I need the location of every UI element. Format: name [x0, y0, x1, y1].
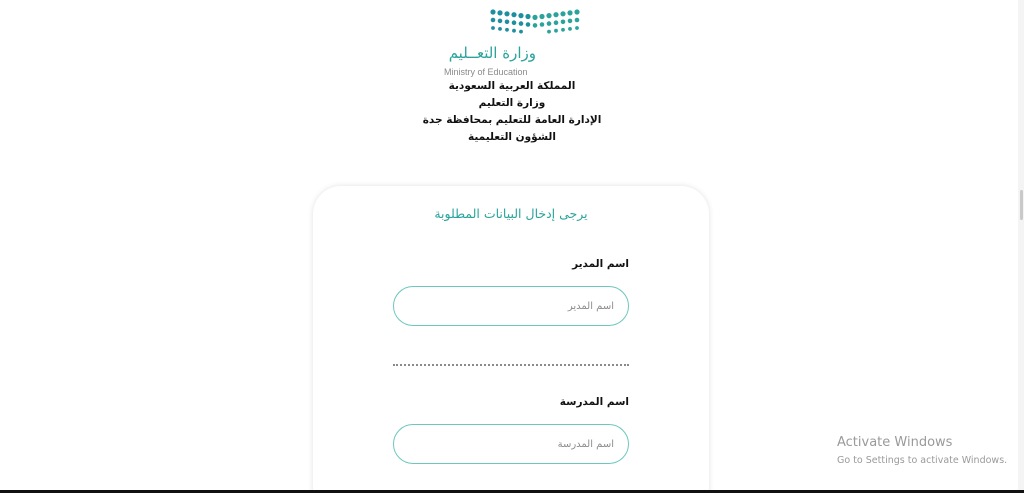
- ministry-logo: [438, 6, 588, 78]
- form-card: [313, 186, 709, 493]
- ministry-logo-mark: [488, 6, 584, 42]
- logo-dot: [567, 10, 572, 15]
- logo-dot: [560, 11, 565, 16]
- org-line-ministry: وزارة التعليم: [478, 97, 546, 109]
- logo-dot: [526, 22, 531, 27]
- org-line-department: الشؤون التعليمية: [468, 131, 556, 143]
- logo-dot: [574, 9, 579, 14]
- logo-dot: [533, 23, 538, 28]
- logo-dot: [547, 30, 551, 34]
- logo-dot: [498, 27, 502, 31]
- logo-arabic-name: وزارة التعــليم: [448, 44, 536, 62]
- logo-dot: [532, 15, 537, 20]
- activate-windows-subtitle: Go to Settings to activate Windows.: [837, 455, 1008, 466]
- logo-dot: [539, 14, 544, 19]
- logo-dot: [505, 28, 509, 32]
- logo-dot: [519, 21, 524, 26]
- logo-dot: [546, 13, 551, 18]
- logo-dot: [498, 19, 503, 24]
- logo-dot: [525, 14, 530, 19]
- logo-dot: [554, 20, 559, 25]
- activate-windows-watermark: [837, 434, 1007, 468]
- logo-dot: [554, 29, 558, 33]
- logo-dot: [512, 20, 517, 25]
- org-line-country: المملكة العربية السعودية: [448, 80, 576, 92]
- logo-dot: [505, 20, 510, 25]
- logo-dot: [547, 21, 552, 26]
- logo-dot: [497, 10, 502, 15]
- logo-dot: [568, 27, 572, 31]
- logo-dot: [553, 12, 558, 17]
- logo-dot: [519, 30, 523, 34]
- org-line-directorate: الإدارة العامة للتعليم بمحافظة جدة: [422, 114, 602, 126]
- principal-name-input[interactable]: [393, 286, 629, 326]
- activate-windows-title: Activate Windows: [837, 435, 953, 450]
- principal-name-label: اسم المدير: [572, 258, 629, 270]
- school-name-label: اسم المدرسة: [559, 396, 629, 408]
- logo-dot: [491, 26, 495, 30]
- logo-dot: [491, 18, 496, 23]
- form-divider: [393, 364, 629, 366]
- logo-dot: [490, 9, 495, 14]
- page-scrollbar[interactable]: [1018, 0, 1024, 490]
- logo-dot: [568, 19, 573, 24]
- logo-dot: [561, 20, 566, 25]
- logo-dot: [540, 22, 545, 27]
- page-scrollbar-thumb[interactable]: [1020, 190, 1023, 220]
- form-title: يرجى إدخال البيانات المطلوبة: [434, 206, 588, 221]
- logo-dot: [575, 26, 579, 30]
- logo-dot: [512, 29, 516, 33]
- logo-dot: [504, 11, 509, 16]
- logo-english-name: Ministry of Education: [444, 67, 528, 77]
- logo-dot: [511, 12, 516, 17]
- organization-header: [392, 78, 632, 146]
- logo-dot: [518, 13, 523, 18]
- school-name-input[interactable]: [393, 424, 629, 464]
- logo-dot: [561, 28, 565, 32]
- logo-dot: [575, 18, 580, 23]
